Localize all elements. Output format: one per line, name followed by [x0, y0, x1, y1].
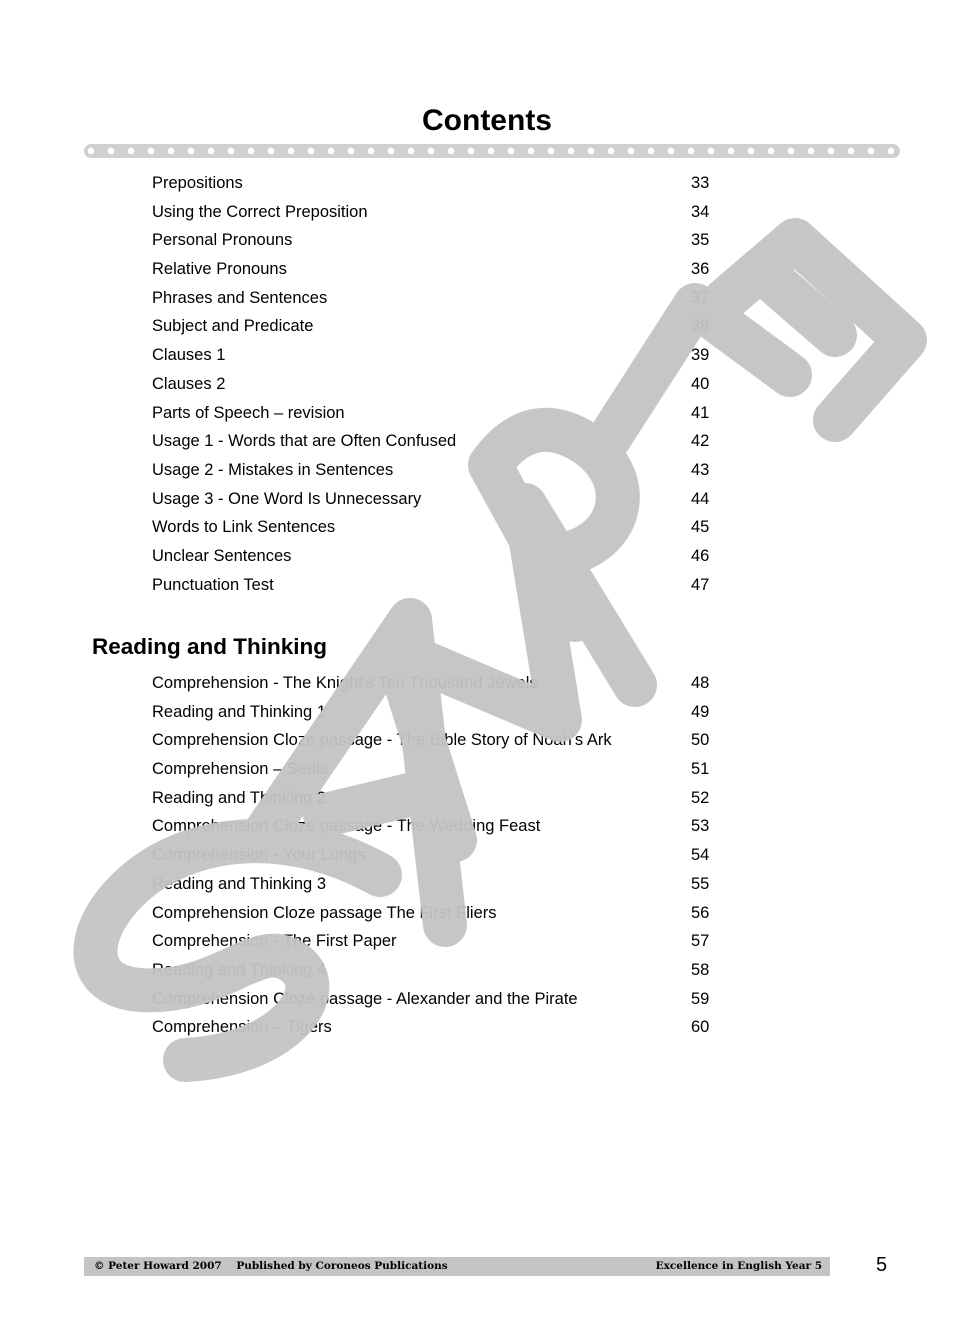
toc-entry-page: 49 [691, 702, 710, 721]
toc-entry-page: 42 [691, 432, 710, 451]
toc-entry[interactable] [152, 841, 752, 870]
toc-entry-page: 34 [691, 202, 710, 221]
toc-entry-page: 35 [691, 231, 710, 250]
toc-entry-page: 47 [691, 575, 710, 594]
toc-entry[interactable] [152, 255, 752, 284]
toc-entry[interactable] [152, 956, 752, 985]
toc-entry[interactable] [152, 513, 752, 542]
toc-entry[interactable] [152, 985, 752, 1014]
toc-entry-label: Reading and Thinking 3 [152, 874, 326, 893]
toc-entry-label: Unclear Sentences [152, 546, 292, 565]
toc-entry-label: Relative Pronouns [152, 260, 287, 279]
toc-entry-page: 57 [691, 932, 710, 951]
toc-entry-page: 55 [691, 874, 710, 893]
toc-entry[interactable] [152, 456, 752, 485]
toc-entry-page: 51 [691, 760, 710, 779]
toc-entry-label: Comprehension Cloze passage - The Wedding Feast [152, 817, 541, 836]
toc-entry-page: 37 [691, 288, 710, 307]
toc-entry-label: Usage 1 - Words that are Often Confused [152, 432, 457, 451]
toc-entry[interactable] [152, 899, 752, 928]
toc-entry-page: 40 [691, 374, 710, 393]
toc-entry[interactable] [152, 341, 752, 370]
toc-entry-page: 50 [691, 731, 710, 750]
toc-entry-page: 43 [691, 460, 710, 479]
toc-entry[interactable] [152, 284, 752, 313]
toc-entry[interactable] [152, 726, 752, 755]
toc-entry-label: Clauses 2 [152, 374, 226, 393]
toc-entry[interactable] [152, 427, 752, 456]
toc-entry-label: Prepositions [152, 174, 243, 192]
toc-entry-label: Punctuation Test [152, 575, 274, 594]
toc-entry-page: 36 [691, 260, 710, 279]
contents-title: Contents [422, 104, 552, 137]
toc-entry[interactable] [152, 755, 752, 784]
toc-entry[interactable] [152, 669, 752, 698]
watermark-letter-e [725, 240, 905, 420]
toc-entry-page: 33 [691, 174, 710, 192]
toc-entry-label: Comprehension Cloze passage The First Fliers [152, 903, 497, 922]
dotted-divider [84, 144, 900, 158]
toc-entry-page: 41 [691, 403, 710, 422]
toc-entry-page: 58 [691, 960, 710, 979]
toc-entry-page: 45 [691, 518, 710, 537]
toc-entry-label: Phrases and Sentences [152, 288, 328, 307]
toc-entry-page: 44 [691, 489, 710, 508]
toc-entry[interactable] [152, 226, 752, 255]
toc-entry[interactable] [152, 1013, 752, 1042]
toc-entry[interactable] [152, 784, 752, 813]
toc-entry-label: Using the Correct Preposition [152, 202, 368, 221]
toc-entry[interactable] [152, 485, 752, 514]
toc-entry-page: 53 [691, 817, 710, 836]
toc-entry-label: Words to Link Sentences [152, 518, 336, 537]
toc-entry-label: Usage 3 - One Word Is Unnecessary [152, 489, 422, 508]
reading-toc-list [152, 669, 752, 1042]
footer-publisher: Published by Coroneos Publications [236, 1260, 448, 1272]
toc-entry-page: 39 [691, 346, 710, 365]
toc-entry[interactable] [152, 571, 752, 600]
page-number: 5 [876, 1254, 888, 1276]
toc-entry-label: Comprehension – Tigers [152, 1018, 332, 1037]
toc-entry-page: 46 [691, 546, 710, 565]
toc-entry-label: Reading and Thinking 4 [152, 960, 326, 979]
toc-entry-page: 60 [691, 1018, 710, 1037]
toc-entry-label: Reading and Thinking 1 [152, 702, 326, 721]
toc-entry-page: 59 [691, 989, 710, 1008]
toc-entry[interactable] [152, 812, 752, 841]
toc-entry-page: 52 [691, 788, 710, 807]
section-heading-reading: Reading and Thinking [92, 634, 327, 659]
toc-entry[interactable] [152, 312, 752, 341]
toc-entry-label: Subject and Predicate [152, 317, 314, 336]
toc-entry-page: 38 [691, 317, 710, 336]
toc-entry[interactable] [152, 542, 752, 571]
toc-entry-label: Clauses 1 [152, 346, 226, 365]
watermark-letter-e-mid [760, 270, 835, 335]
toc-entry-label: Usage 2 - Mistakes in Sentences [152, 460, 394, 479]
toc-entry-page: 48 [691, 674, 710, 692]
toc-entry[interactable] [152, 870, 752, 899]
toc-entry-label: Comprehension Cloze passage - The Bible Story of Noah's Ark [152, 731, 612, 750]
toc-entry-label: Comprehension Cloze passage - Alexander and the Pirate [152, 989, 578, 1008]
toc-entry-page: 54 [691, 846, 710, 865]
toc-entry[interactable] [152, 198, 752, 227]
toc-entry-label: Parts of Speech – revision [152, 403, 345, 422]
footer-book-title: Excellence in English Year 5 [655, 1260, 822, 1272]
toc-entry-label: Comprehension – Seals [152, 760, 329, 779]
toc-entry-label: Comprehension - The Knight's Ten Thousand Jewels [152, 674, 538, 692]
toc-entry-label: Comprehension - Your Lungs [152, 846, 366, 865]
toc-entry[interactable] [152, 698, 752, 727]
toc-entry-label: Reading and Thinking 2 [152, 788, 326, 807]
grammar-toc-list [152, 169, 752, 599]
toc-entry-page: 56 [691, 903, 710, 922]
toc-entry-label: Comprehension - The First Paper [152, 932, 397, 951]
toc-entry-label: Personal Pronouns [152, 231, 293, 250]
toc-entry[interactable] [152, 399, 752, 428]
toc-entry[interactable] [152, 169, 752, 198]
footer-copyright: © Peter Howard 2007 [94, 1260, 222, 1272]
toc-entry[interactable] [152, 370, 752, 399]
toc-entry[interactable] [152, 927, 752, 956]
footer-bar [84, 1257, 830, 1276]
